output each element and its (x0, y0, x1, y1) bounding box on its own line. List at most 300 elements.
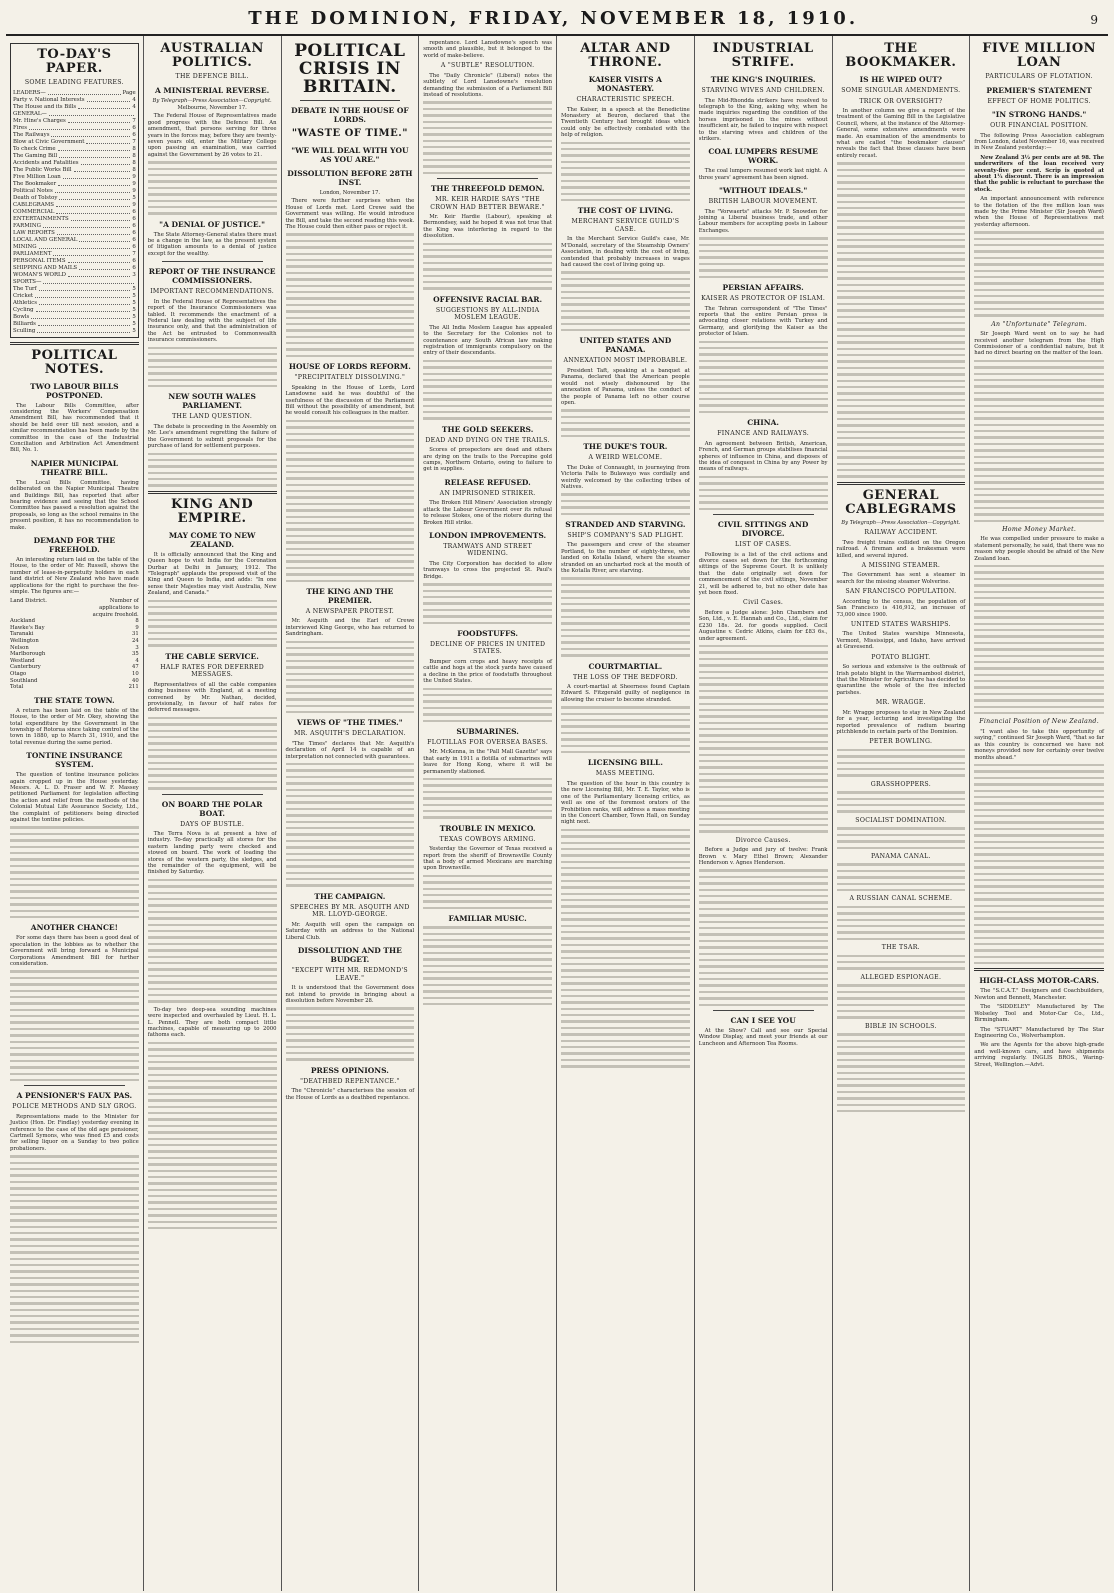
index-page: 7 (132, 138, 136, 145)
table-row (10, 658, 139, 665)
article-text: Yesterday the Governor of Texas received a report from the sheriff of Brownsville County that a body of armed Mexicans are marching upon Brownsville. (423, 846, 552, 872)
article-text: The coal lumpers resumed work last night. A three years' agreement has been signed. (698, 168, 828, 181)
divider (713, 514, 814, 515)
body-text-lines (837, 1033, 966, 1112)
body-text-lines (423, 688, 552, 722)
article-text: The State Attorney-General states there must be a change in the law, as the present system of litigation amounts to a denial of justice except for the wealthy. (147, 231, 277, 257)
subheadline: LIST OF CASES. (734, 541, 792, 549)
index-page: 5 (132, 194, 136, 201)
headline: THE GOLD SEEKERS. (441, 424, 534, 434)
subheadline: HALF RATES FOR DEFERRED MESSAGES. (160, 663, 265, 679)
index-page: 6 (132, 124, 136, 131)
body-text-lines (561, 409, 690, 437)
headline: PERSIAN AFFAIRS. (722, 283, 804, 293)
index-row (13, 223, 136, 230)
article-text: Bumper corn crops and heavy receipts of cattle and hogs at the stock yards have caused a decline in the price of foodstuffs throughout the United States. (423, 658, 552, 685)
headline: PRESS OPINIONS. (310, 1065, 389, 1075)
divider (148, 491, 277, 494)
article-text: The Labour Bills Committee, after considering the Workers' Compensation Amendment Bill, has recommended that it should be held over till next session, and a similar recommendation has been made by the committee in the case of the Industrial Conciliation and Arbitration Act Amendment Bill, No. 1. (10, 402, 139, 454)
index-label: Political Notes (13, 187, 53, 194)
body-text-lines (423, 875, 552, 909)
body-text-lines (423, 243, 552, 290)
body-text-lines (561, 142, 690, 202)
table-cell-count: 211 (128, 684, 139, 691)
advert-headline: CAN I SEE YOU (730, 1016, 796, 1026)
index-row (13, 216, 136, 223)
article-text: An agreement between British, American, French, and German groups stabilises financial spheres of influence in China, and disposes of the idea of conquest in China by any Power by means of railways. (698, 440, 828, 473)
body-text-lines (974, 565, 1104, 714)
article-text: The Local Bills Committee, having deliberated on the Napier Municipal Theatre and Buildings Bill, has reported that after hearing evidence and seeing that the School Committee has passed a resolution against the proposals, so long as the school remains in the present position, it has no recommendation to make. (10, 479, 139, 531)
headline: THE DUKE'S TOUR. (583, 442, 668, 452)
subheadline: BRITISH LABOUR MOVEMENT. (708, 198, 818, 206)
index-label: Athletics (13, 299, 38, 306)
table-row (10, 625, 139, 632)
leading-features-subtitle: SOME LEADING FEATURES. (24, 79, 124, 86)
index-page: 5 (132, 306, 136, 313)
index-dots (35, 293, 130, 298)
article-text: Before a Judge alone: John Chambers and Son, Ltd., v. E. Hannah and Co., Ltd., claim for £230 18s. 2d. for goods supplied. Cecil Augustine v. Cedric Atkins, claim for £83 6s., under agreement. (698, 609, 828, 642)
subheadline: ALLEGED ESPIONAGE. (860, 973, 942, 981)
article-text: President Taft, speaking at a banquet at Panama, declared that the American people would not wisely dishonoured by the annexation of Panama, unless the conduct of the people of Panama left no other course open. (561, 367, 690, 406)
subheadline: MR. ASQUITH'S DECLARATION. (293, 730, 406, 738)
headline: MAY COME TO NEW ZEALAND. (168, 530, 256, 549)
index-row (13, 104, 136, 111)
headline: TROUBLE IN MEXICO. (439, 823, 536, 833)
divider (437, 178, 538, 179)
index-label: LAW REPORTS (13, 229, 55, 236)
article-text: Representatives of all the cable companies doing business with England, at a meeting convened by Mr. Nathan, decided, provisionally, in favour of half rates for deferred messages. (147, 681, 277, 714)
table-row (10, 618, 139, 625)
article-text: In the Merchant Service Guild's case, Mr. M'Donald, secretary of the Steamship Owners' Association, in dealing with the cost of living, contended that probably increases in wages had caused the cost of living going up. (561, 236, 690, 269)
subheadline: STARVING WIVES AND CHILDREN. (701, 87, 825, 94)
subheadline: THE LOSS OF THE BEDFORD. (572, 673, 678, 681)
index-row (13, 132, 136, 139)
article-text: It is understood that the Government does not intend to provide in bringing about a dissolution before November 28. (285, 985, 415, 1004)
subheadline: A MISSING STEAMER. (861, 561, 941, 569)
index-row (13, 202, 136, 209)
table-row (10, 638, 139, 645)
subheadline: GRASSHOPPERS. (870, 780, 932, 788)
australian-politics-title: AUSTRALIAN POLITICS. (160, 41, 264, 70)
subheadline: DECLINE OF PRICES IN UNITED STATES. (429, 640, 546, 656)
headline: THE STATE TOWN. (34, 695, 115, 705)
index-dots (56, 209, 130, 214)
article-text: The Mid-Rhondda strikers have resolved to telegraph to the King, asking why, when he made inquiries regarding the condition of the horses imprisoned in the mines without insufficient air, he failed to inquire with respect to the starving wives and children of the strikers. (698, 97, 828, 142)
index-page: 7 (132, 117, 136, 124)
index-dots (43, 223, 130, 228)
headline: DISSOLUTION BEFORE 28TH INST. (287, 169, 413, 187)
divider (162, 261, 263, 262)
political-crisis-title: POLITICAL CRISIS IN BRITAIN. (294, 41, 406, 97)
body-text-lines (148, 879, 277, 1003)
article-text: So serious and extensive is the outbreak of Irish potato blight in the Warrnambool district, that the Minister for Agriculture has decided to quarantine the whole of the five infected parishes. (836, 664, 966, 696)
index-dots (37, 328, 130, 333)
table-cell-count: 24 (132, 638, 139, 644)
index-dots (31, 314, 130, 319)
table-cell-district: Nelson (10, 644, 29, 651)
index-row (13, 293, 136, 300)
body-text-lines (148, 453, 277, 487)
headline: NAPIER MUNICIPAL THEATRE BILL. (30, 458, 118, 477)
headline: "A DENIAL OF JUSTICE." (159, 219, 266, 229)
article-text: The passengers and crew of the steamer Portland, to the number of eighty-three, who landed on Kotalla Island, where the steamer stranded on an uncharted rock at the mouth of the Kotalla River, are starving. (561, 542, 690, 575)
headline: ON BOARD THE POLAR BOAT. (161, 799, 263, 818)
headline: REPORT OF THE INSURANCE COMMISSIONERS. (148, 267, 276, 286)
article-text: The "Daily Chronicle" (Liberal) notes the subtlety of Lord Lansdowne's resolution demanding the submission of a Parliament Bill instead of resolutions. (423, 72, 552, 98)
headline: VIEWS OF "THE TIMES." (297, 718, 403, 728)
subheadline: A WEIRD WELCOME. (588, 454, 663, 462)
headline: OFFENSIVE RACIAL BAR. (433, 294, 543, 304)
political-notes-title: POLITICAL NOTES. (31, 347, 118, 377)
table-cell-count: 31 (132, 631, 139, 638)
table-header: Land District. (10, 598, 47, 605)
index-label: PARLIAMENT (13, 250, 52, 257)
article-text: In another column we give a report of the treatment of the Gaming Bill in the Legislative Council, where, at the instance of the Attorney-General, some extensive amendments were made. An examination of the amendments to what are called "the bookmaker clauses" reveals the fact that these clauses have been entirely recast. (836, 108, 966, 159)
table-cell-count: 47 (132, 664, 139, 671)
index-page: 6 (132, 229, 136, 236)
subheadline: SUGGESTIONS BY ALL-INDIA MOSLEM LEAGUE. (435, 306, 540, 322)
subheadline: POTATO BLIGHT. (871, 653, 931, 661)
index-dots (71, 216, 131, 221)
index-page: 8 (132, 159, 136, 166)
table-cell-count: 9 (135, 624, 139, 631)
index-page: 8 (132, 166, 136, 173)
index-page: 6 (132, 243, 136, 250)
body-text-lines (148, 1042, 277, 1230)
index-row (13, 111, 136, 118)
body-text-lines (10, 826, 139, 918)
article-text: A return has been laid on the table of the House, to the order of Mr. Okey, showing the total expenditure by the Government in the township of Rotorua since taking control of the town in 1880, up to March 31, 1910, and the total revenue during the same period. (10, 707, 139, 746)
article-text: According to the census, the population of San Francisco is 416,912, an increase of 73,000 since 1900. (836, 598, 966, 618)
body-text-lines (561, 493, 690, 515)
article-text: The Tehran correspondent of "The Times" reports that the entire Persian press is advocating closer relations with Turkey and Germany, and glorifying the Kaiser as the protector of Islam. (698, 305, 828, 338)
table-cell-district: Hawke's Bay (10, 624, 45, 631)
headline: "WE WILL DEAL WITH YOU AS YOU ARE." (291, 146, 409, 164)
index-dots (57, 230, 131, 235)
subheadline: Divorce Causes. (735, 836, 791, 844)
advert-text: The "S.C.A.T." Designers and Coachbuilders, Newton and Bennett, Manchester. (974, 988, 1104, 1001)
table-cell-count: 4 (135, 657, 139, 664)
index-dots (48, 90, 121, 95)
masthead-title: THE DOMINION, FRIDAY, NOVEMBER 18, 1910. (248, 8, 859, 29)
headline: FAMILIAR MUSIC. (448, 914, 527, 924)
index-page: 6 (132, 264, 136, 271)
body-text-lines (837, 863, 966, 891)
advert-text: At the Show? Call and see our Special Window Display, and meet your friends at our Luncheon and Afternoon Tea Rooms. (698, 1028, 828, 1047)
headline: ANOTHER CHANCE! (30, 923, 118, 933)
index-page: 7 (132, 250, 136, 257)
index-dots (81, 160, 131, 165)
headline: STRANDED AND STARVING. (565, 519, 686, 529)
subheadline: A "SUBTLE" RESOLUTION. (440, 62, 535, 70)
headline: KAISER VISITS A MONASTERY. (588, 75, 662, 93)
subheadline: UNITED STATES WARSHIPS. (850, 620, 951, 628)
body-text-lines (10, 1155, 139, 1343)
body-text-lines (837, 906, 966, 940)
body-text-lines (561, 706, 690, 753)
column-1 (6, 36, 144, 1591)
body-text-lines (286, 233, 415, 357)
index-row (13, 160, 136, 167)
headline: CHINA. (747, 418, 780, 428)
article-text: The Terra Nova is at present a hive of industry. To-day practically all stores for the eastern landing party were checked and stowed on board. The work of loading the stores of the western party, the sledges, and the remainder of the equipment, will be finished by Saturday. (147, 831, 277, 876)
index-dots (79, 265, 130, 270)
index-dots (58, 181, 130, 186)
subheadline: FLOTILLAS FOR OVERSEA BASES. (427, 738, 549, 746)
table-cell-district: Westland (10, 657, 35, 664)
index-row (13, 244, 136, 251)
index-page: 5 (132, 313, 136, 320)
headline: FOODSTUFFS. (457, 628, 519, 638)
bookmaker-title: THE BOOKMAKER. (845, 41, 957, 70)
index-row (13, 286, 136, 293)
index-row (13, 272, 136, 279)
index-page: 6 (132, 236, 136, 243)
freehold-table (10, 618, 139, 691)
article-text: "I want also to take this opportunity of saying," continued Sir Joseph Ward, "that so far as this country is concerned we have not moneys provided now for certainly over twelve months ahead." (974, 728, 1104, 761)
index-label: Death of Tolstoy (13, 194, 58, 201)
byline: By Telegraph—Press Association—Copyright. (152, 97, 272, 104)
article-text: The United States warships Minnesota, Vermont, Mississippi, and Idaho, have arrived at Gravesend. (836, 631, 966, 651)
index-label: Five Million Loan (13, 173, 61, 180)
subheadline: EFFECT OF HOME POLITICS. (987, 97, 1091, 105)
index-row (13, 125, 136, 132)
article-text: To-day two deep-sea sounding machines were inspected and overhauled by Lieut. H. L. L. Pennell. They are both compact little machines, capable of measuring up to 2000 fathoms each. (147, 1006, 277, 1039)
table-cell-district: Marlborough (10, 651, 46, 658)
article-text: An important announcement with reference to the flotation of the five million loan was made by the Prime Minister (Sir Joseph Ward) when the House of Representatives met yesterday afternoon. (974, 196, 1104, 228)
index-row (13, 195, 136, 202)
column-3 (282, 36, 420, 1591)
index-label: Bowls (13, 313, 30, 320)
article-text: Two freight trains collided on the Oregon railroad. A fireman and a brakesman were killed, and several injured. (836, 539, 966, 559)
table-cell-district: Otago (10, 670, 27, 677)
subheadline: THE TSAR. (881, 944, 920, 952)
headline: IS HE WIPED OUT? (859, 75, 943, 84)
subheadline: CHARACTERISTIC SPEECH. (576, 96, 675, 103)
page-number: 9 (1090, 13, 1098, 27)
index-row (13, 237, 136, 244)
headline: A MINISTERIAL REVERSE. (155, 85, 270, 95)
index-dots (36, 307, 131, 312)
divider (24, 1085, 125, 1086)
article-text: Before a Judge and jury of twelve: Frank Brown v. Mary Ethel Brown; Alexander Henderson v. Agnes Henderson. (698, 847, 828, 867)
article-text: For some days there has been a good deal of speculation in the lobbies as to whether the Government will bring forward a Municipal Corporations Amendment Bill for further consideration. (10, 935, 139, 967)
column-4 (419, 36, 557, 1591)
index-row (13, 174, 136, 181)
article-text: The Duke of Connaught, in journeying from Victoria Falls to Bulawayo was cordially and weirdly welcomed by the collecting tribes of Natives. (561, 464, 690, 490)
five-million-loan-title: FIVE MILLION LOAN (982, 41, 1097, 70)
index-page: 4 (132, 103, 136, 110)
article-text: An interesting return laid on the table of the House, to the order of Mr. Russell, shows the number of lease-in-perpetuity holders in each land district of New Zealand who have made applications for the right to purchase the fee-simple. The figures are:— (10, 557, 139, 596)
advert-text: The "SIDDELEY" Manufactured by The Wolseley Tool and Motor-Car Co., Ltd., Birmingham. (974, 1004, 1104, 1024)
headline: A PENSIONER'S FAUX PAS. (16, 1091, 133, 1101)
king-and-empire-title: KING AND EMPIRE. (171, 496, 254, 526)
subheadline: PETER BOWLING. (869, 738, 933, 746)
article-text: The following Press Association cablegram from London, dated November 16, was received in New Zealand yesterday:— (974, 132, 1104, 152)
article-text: Sir Joseph Ward went on to say he had received another telegram from the High Commissioner of a confidential nature, but it had no direct bearing on the matter of the loan. (974, 331, 1104, 357)
subheadline: RAILWAY ACCIDENT. (864, 529, 938, 537)
index-row (13, 146, 136, 153)
article-text: Scores of prospectors are dead and others are dying on the trails to the Porcupine gold camps, Northern Ontario, owing to failure to get in supplies. (423, 447, 552, 473)
body-text-lines (561, 577, 690, 656)
index-label: WOMAN'S WORLD (13, 271, 66, 278)
index-page: 9 (132, 201, 136, 208)
altar-and-throne-title: ALTAR AND THRONE. (580, 41, 671, 70)
index-label: LEADERS— (13, 89, 46, 96)
body-text-lines (423, 360, 552, 420)
index-page: Page (122, 89, 136, 96)
body-text-lines (286, 420, 415, 582)
article-text: repentance. Lord Lansdowne's speech was smooth and plausible, but it belonged to the world of make-believe. (423, 40, 552, 59)
divider (10, 342, 139, 345)
index-dots (86, 139, 130, 144)
index-label: SHIPPING AND MAILS (13, 264, 78, 271)
headline: SUBMARINES. (456, 726, 519, 736)
subheadline: SHIP'S COMPANY'S SAD PLIGHT. (567, 531, 684, 539)
table-cell-count: 35 (132, 651, 139, 658)
headline: HOUSE OF LORDS REFORM. (288, 362, 411, 372)
index-page: 9 (132, 173, 136, 180)
headline: DEMAND FOR THE FREEHOLD. (33, 536, 116, 554)
dateline: London, November 17. (319, 190, 381, 196)
headline: RELEASE REFUSED. (444, 477, 531, 487)
index-row (13, 300, 136, 307)
table-row (10, 631, 139, 638)
divider (837, 482, 966, 485)
headline: THE CABLE SERVICE. (165, 651, 259, 661)
table-cell-district: Wellington (10, 638, 39, 644)
body-text-lines (837, 984, 966, 1018)
table-row (10, 671, 139, 678)
article-text: Mr. Wragge proposes to stay in New Zealand for a year, lecturing and investigating the reported prevalence of radium bearing pitchblende in certain parts of the Dominion. (836, 709, 966, 735)
index-label: The Turf (13, 285, 37, 292)
subheadline: "PRECIPITATELY DISSOLVING." (294, 374, 406, 382)
index-label: The Public Works Bill (13, 166, 72, 173)
subheadline: FINANCE AND RAILWAYS. (717, 430, 810, 438)
headline: COURTMARTIAL. (588, 661, 663, 671)
table-row (10, 651, 139, 658)
index-label: Blow at Civic Government (13, 138, 85, 145)
index-row (13, 307, 136, 314)
index-label: The Railways (13, 131, 50, 138)
index-label: Sculling (13, 327, 36, 334)
article-quote: New Zealand 3½ per cents are at 98. The underwriters of the loan received very seventy-five per cent. Scrip is quoted at about 1¼ discount. There is an impression that the public is reluctant to purchase the stock. (974, 154, 1104, 193)
subheadline: THE LAND QUESTION. (172, 413, 253, 421)
index-dots (68, 118, 131, 123)
columns (6, 36, 1108, 1591)
article-text: There were further surprises when the House of Lords met. Lord Crewe said the Government was willing. He would introduce the Bill, and take the second reading this week. The House could then either pass or reject it. (285, 198, 415, 231)
subheadline: Financial Position of New Zealand. (979, 718, 1099, 726)
index-row (13, 188, 136, 195)
index-page: 6 (132, 257, 136, 264)
subheadline: Home Money Market. (1002, 525, 1077, 533)
subheadline: TRICK OR OVERSIGHT? (859, 97, 943, 105)
index-label: SPORTS— (13, 278, 42, 285)
body-text-lines (837, 955, 966, 970)
headline: "WITHOUT IDEALS." (718, 186, 808, 196)
table-header: Number of applications to acquire freehold. (92, 598, 139, 618)
index-dots (39, 300, 130, 305)
index-row (13, 90, 136, 97)
index-label: FARMING (13, 222, 41, 229)
article-text: The question of tontine insurance policies again cropped up in the House yesterday. Messrs. A. L. D. Fraser and W. F. Massey petitioned Parliament for legislation affecting the action and relief from the methods of the Colonial Mutual Life Assurance Society, Ltd., the complaint of petitioners being directed against the tontine policies. (10, 772, 139, 824)
index-label: ENTERTAINMENTS (13, 215, 69, 222)
industrial-strife-title: INDUSTRIAL STRIFE. (712, 41, 814, 70)
index-label: To check Crime (13, 145, 56, 152)
table-row (10, 684, 139, 691)
advert-headline: HIGH-CLASS MOTOR-CARS. (979, 976, 1099, 986)
headline: LONDON IMPROVEMENTS. (429, 530, 547, 540)
article-text: The City Corporation has decided to allow tramways to cross the projected St. Paul's Bridge. (423, 560, 552, 580)
index-page: 4 (132, 96, 136, 103)
body-text-lines (699, 645, 828, 833)
body-text-lines (423, 101, 552, 174)
masthead (6, 6, 1108, 36)
divider (713, 1010, 814, 1011)
divider (974, 968, 1104, 971)
index-page: 9 (132, 180, 136, 187)
headline: DISSOLUTION AND THE BUDGET. (297, 946, 402, 965)
subheadline: IMPORTANT RECOMMENDATIONS. (150, 288, 275, 296)
headline: UNITED STATES AND PANAMA. (579, 336, 672, 355)
index-label: The House and its Bills (13, 103, 77, 110)
headline: TWO LABOUR BILLS POSTPONED. (30, 381, 119, 400)
index-dots (39, 286, 131, 291)
headline: PREMIER'S STATEMENT (986, 85, 1092, 95)
body-text-lines (837, 749, 966, 777)
index-row (13, 209, 136, 216)
article-text: Mr. Asquith and the Earl of Crewe interviewed King George, who has returned to Sandringham. (285, 618, 415, 638)
body-text-lines (699, 237, 828, 278)
dateline: Melbourne, November 17. (177, 104, 247, 111)
table-cell-count: 40 (132, 677, 139, 684)
index-page: 6 (132, 215, 136, 222)
body-text-lines (699, 869, 828, 1006)
index-row (13, 167, 136, 174)
index-dots (51, 132, 130, 137)
table-row (10, 678, 139, 685)
headline: THE COST OF LIVING. (577, 206, 674, 216)
body-text-lines (837, 791, 966, 813)
todays-paper-box (10, 43, 139, 338)
headline: "IN STRONG HANDS." (991, 110, 1087, 119)
index-label: Party v. National Interests (13, 96, 85, 103)
index-label: The Gaming Bill (13, 152, 58, 159)
index-row (13, 321, 136, 328)
index-dots (78, 104, 130, 109)
subheadline: POLICE METHODS AND SLY GROG. (12, 1103, 137, 1111)
article-text: Speaking in the House of Lords, Lord Lansdowne said he was doubtful of the usefulness of the discussion of the Parliament Bill without the possibility of amendment, but he would consult his colleagues in the matter. (285, 384, 415, 417)
subheadline: MERCHANT SERVICE GUILD'S CASE. (571, 218, 680, 233)
article-text: It is officially announced that the King and Queen hope to visit India for the Coronation Durbar at Delhi in January, 1912. The "Telegraph" applauds the proposed visit of the King and Queen to India, and adds: "In one sense their Majesties may visit Australia, New Zealand, and Canada." (147, 551, 277, 597)
index-page: 5 (132, 327, 136, 334)
index-label: LOCAL AND GENERAL (13, 236, 78, 243)
article-text: Representations made to the Minister for Justice (Hon. Dr. Findlay) yesterday evening in reference to the case of the old age pensioner, Cartmell Symons, who was fined £5 and costs for selling liquor on a Sunday to two police probationers. (10, 1113, 139, 1152)
subheadline: A NEWSPAPER PROTEST. (305, 607, 395, 615)
index-page: 6 (132, 131, 136, 138)
subheadline: TRAMWAYS AND STREET WIDENING. (443, 542, 533, 558)
article-text: The debate is proceeding in the Assembly on Mr. Lee's amendment regretting the failure of the Government to submit proposals for the purchase of land for settlement purposes. (147, 423, 277, 450)
body-text-lines (148, 347, 277, 388)
body-text-lines (148, 600, 277, 647)
index-row (13, 153, 136, 160)
headline: TONTINE INSURANCE SYSTEM. (26, 751, 123, 770)
table-cell-count: 10 (132, 670, 139, 677)
article-text: The All India Moslem League has appealed to the Secretary for the Colonies not to countenance any South African law making registration of immigrants compulsory on the entry of their descendants. (423, 324, 552, 357)
subheadline: SOCIALIST DOMINATION. (855, 816, 947, 824)
index-dots (58, 146, 131, 151)
body-text-lines (423, 583, 552, 624)
